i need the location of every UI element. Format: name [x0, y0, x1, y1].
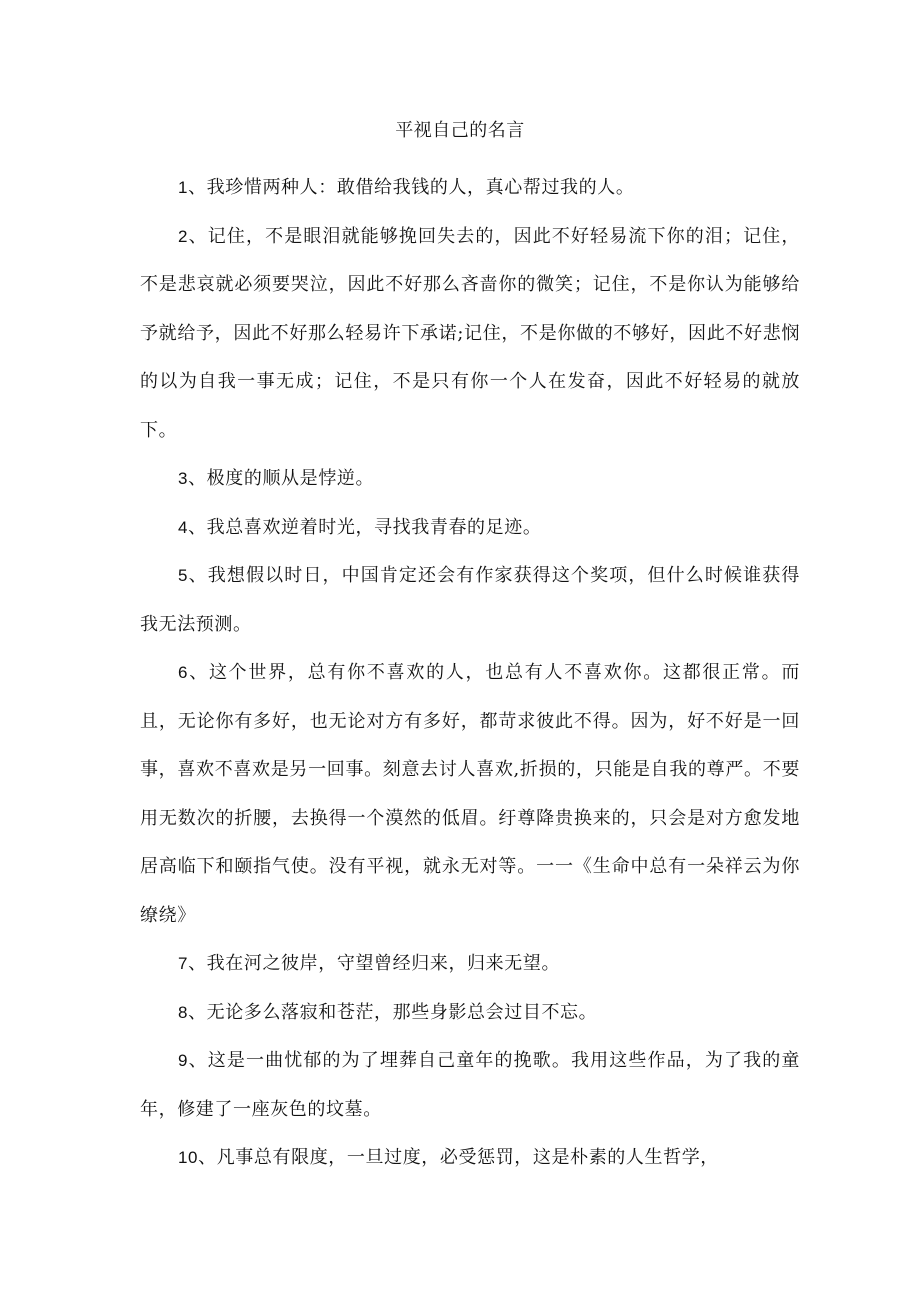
quote-paragraph-7 [140, 940, 800, 989]
quote-paragraph-10 [140, 1134, 800, 1183]
quote-paragraph-8 [140, 989, 800, 1038]
document-body [140, 164, 800, 1183]
quote-text: 、我珍惜两种人：敢借给我钱的人，真心帮过我的人。 [188, 177, 635, 198]
quote-text: 、极度的顺从是悖逆。 [188, 468, 375, 489]
quote-number: 2 [178, 226, 189, 246]
document-title: 平视自己的名言 [395, 120, 525, 141]
quote-paragraph-9 [140, 1037, 800, 1134]
quote-paragraph-6 [140, 649, 800, 940]
quote-text: 、记住，不是眼泪就能够挽回失去的，因此不好轻易流下你的泪；记住，不是悲哀就必须要哭泣，因此不好那么吝啬你的微笑；记住，不是你认为能够给予就给予，因此不好那么轻易许下承诺;记住，不是你做的不够好，因此不好悲悯的以为自我一事无成；记住，不是只有你一个人在发奋，因此不好轻易的就放下。 [140, 225, 800, 441]
quote-paragraph-2 [140, 213, 800, 456]
quote-number: 8 [178, 1002, 189, 1022]
quote-number: 10 [178, 1148, 199, 1167]
quote-paragraph-4 [140, 504, 800, 553]
quote-number: 9 [178, 1051, 189, 1070]
quote-text: 、我总喜欢逆着时光，寻找我青春的足迹。 [188, 516, 542, 538]
quote-text: 、这个世界，总有你不喜欢的人，也总有人不喜欢你。这都很正常。而且，无论你有多好，也无论对方有多好，都苛求彼此不得。因为，好不好是一回事，喜欢不喜欢是另一回事。刻意去讨人喜欢,折损的，只能是自我的尊严。不要用无数次的折腰，去换得一个漠然的低眉。纡尊降贵换来的，只会是对方愈发地居高临下和颐指气使。没有平视，就永无对等。一一《生命中总有一朵祥云为你缭绕》 [140, 662, 800, 926]
quote-paragraph-1 [140, 164, 800, 213]
quote-number: 1 [178, 178, 189, 197]
quote-text: 、这是一曲忧郁的为了埋葬自己童年的挽歌。我用这些作品，为了我的童年，修建了一座灰色的坟墓。 [140, 1050, 800, 1120]
quote-number: 6 [178, 663, 189, 682]
quote-number: 5 [178, 566, 189, 585]
quote-text: 、无论多么落寂和苍茫，那些身影总会过目不忘。 [188, 1001, 598, 1023]
quote-text: 、凡事总有限度，一旦过度，必受惩罚，这是朴素的人生哲学， [198, 1147, 719, 1168]
quote-paragraph-5 [140, 552, 800, 649]
quote-paragraph-3 [140, 455, 800, 504]
quote-text: 、我想假以时日，中国肯定还会有作家获得这个奖项，但什么时候谁获得我无法预测。 [140, 565, 800, 635]
quote-text: 、我在河之彼岸，守望曾经归来，归来无望。 [188, 953, 561, 974]
quote-number: 3 [178, 469, 189, 488]
quote-number: 7 [178, 954, 189, 973]
quote-number: 4 [178, 517, 189, 537]
